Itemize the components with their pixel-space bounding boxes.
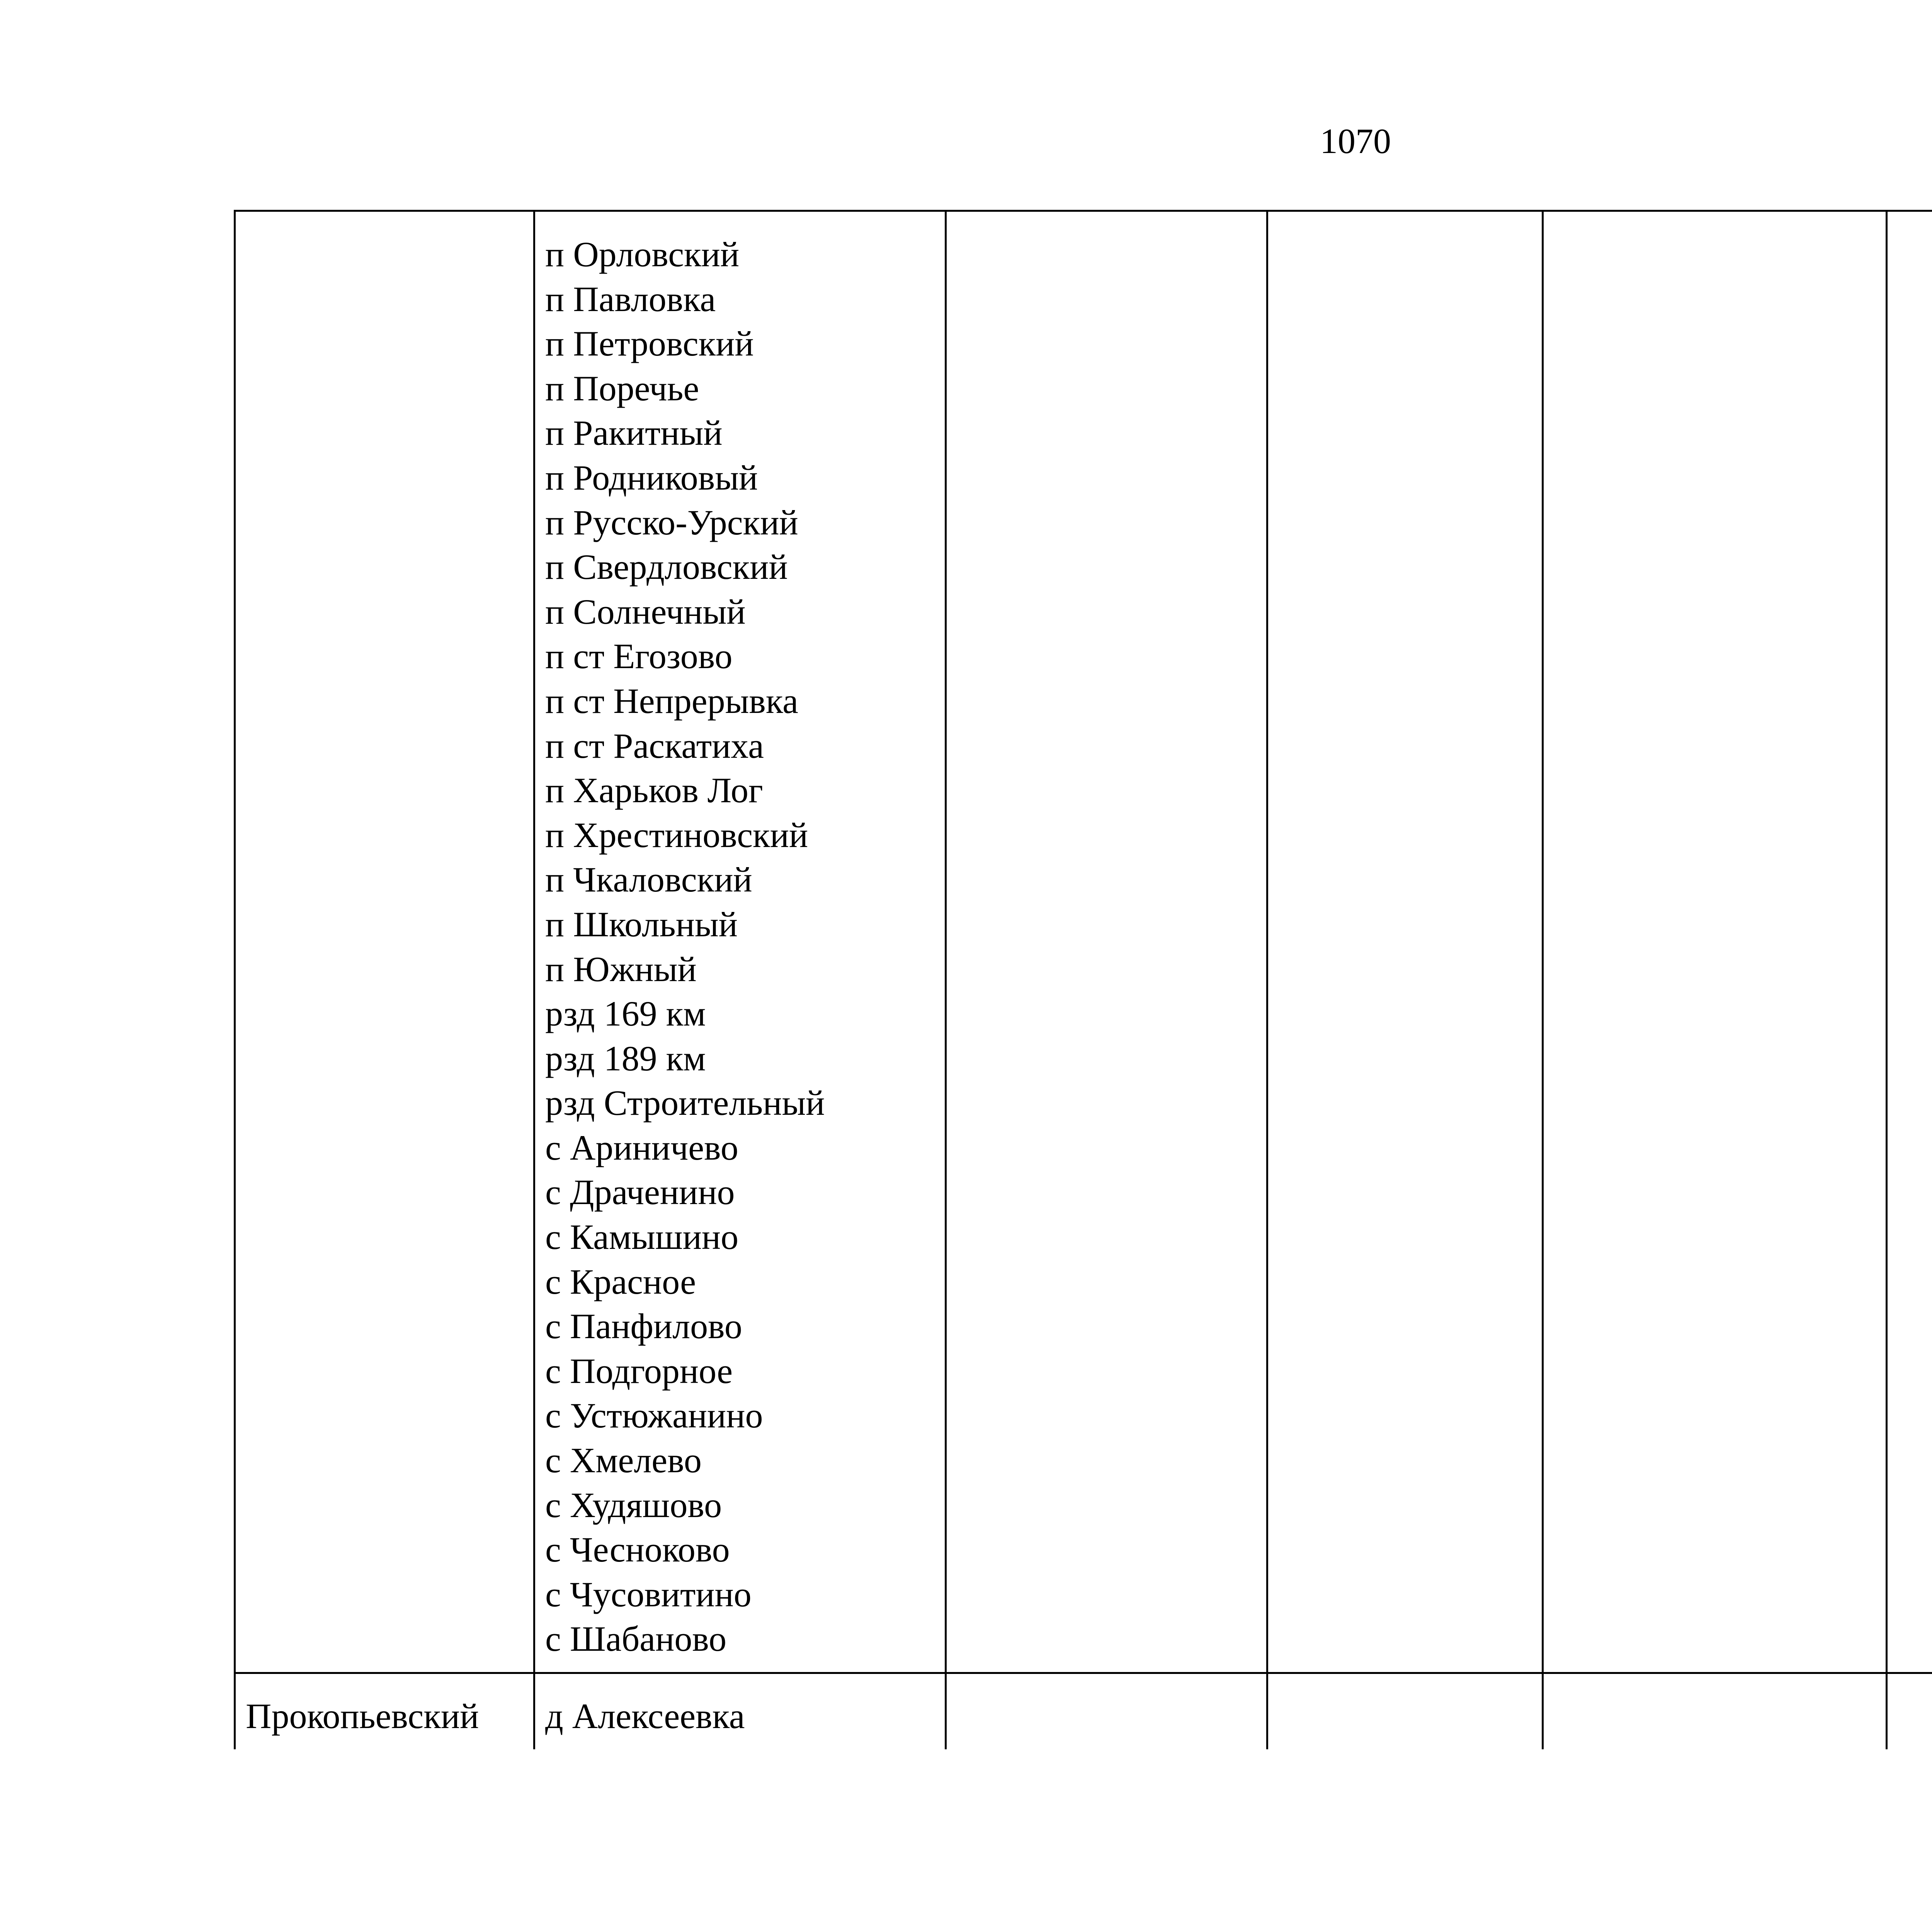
settlement-list [535, 1674, 945, 1739]
settlement-name: п Русско-Урский [545, 502, 798, 542]
page-number: 1070 [1320, 121, 1391, 161]
settlement-name: п Петровский [545, 324, 754, 364]
settlement-name: с Камышино [545, 1217, 739, 1257]
settlement-name: п Ракитный [545, 413, 723, 453]
settlement-name: д Алексеевка [545, 1696, 745, 1736]
empty-cell [1267, 1673, 1543, 1750]
settlement-list [535, 212, 945, 1662]
settlement-name: п Родниковый [545, 458, 758, 497]
settlements-cell [534, 1673, 946, 1750]
settlement-name: п ст Непрерывка [545, 681, 799, 721]
settlement-name: рзд 169 км [545, 994, 706, 1034]
settlement-name: п Павловка [545, 279, 716, 319]
settlement-name: п ст Раскатиха [545, 726, 764, 765]
empty-cell [1543, 211, 1887, 1673]
settlements-table [234, 210, 1932, 1749]
settlement-name: рзд 189 км [545, 1038, 706, 1078]
district-name: Прокопьевский [246, 1696, 479, 1736]
settlement-name: с Подгорное [545, 1351, 733, 1391]
table-row [235, 1673, 1932, 1750]
district-cell [235, 211, 534, 1673]
district-cell [235, 1673, 534, 1750]
district-name [236, 212, 533, 232]
empty-cell [1887, 1673, 1932, 1750]
settlement-name: с Чусовитино [545, 1574, 752, 1614]
settlements-cell [534, 211, 946, 1673]
settlement-name: п Школьный [545, 904, 738, 944]
settlement-name: п Хрестиновский [545, 815, 808, 855]
settlement-name: с Устюжанино [545, 1396, 763, 1436]
empty-cell [1887, 211, 1932, 1673]
settlement-name: с Хмелево [545, 1441, 702, 1480]
settlement-name: с Ариничево [545, 1128, 738, 1167]
settlement-name: с Шабаново [545, 1619, 727, 1659]
settlement-name: с Худяшово [545, 1485, 722, 1525]
empty-cell [1543, 1673, 1887, 1750]
settlement-name: с Чесноково [545, 1530, 730, 1570]
settlement-name: рзд Строительный [545, 1083, 825, 1123]
table-row [235, 211, 1932, 1673]
settlement-name: с Панфилово [545, 1306, 742, 1346]
empty-cell [946, 211, 1267, 1673]
settlement-name: п Солнечный [545, 592, 746, 631]
settlement-name: п ст Егозово [545, 636, 733, 676]
settlement-name: п Свердловский [545, 547, 788, 587]
empty-cell [1267, 211, 1543, 1673]
empty-cell [946, 1673, 1267, 1750]
settlement-name: с Красное [545, 1262, 696, 1301]
settlement-name: п Орловский [545, 235, 740, 274]
settlement-name: п Чкаловский [545, 860, 752, 900]
settlement-name: п Харьков Лог [545, 771, 763, 810]
settlement-name: п Южный [545, 949, 697, 989]
settlement-name: п Поречье [545, 368, 699, 408]
settlement-name: с Драченино [545, 1172, 735, 1212]
